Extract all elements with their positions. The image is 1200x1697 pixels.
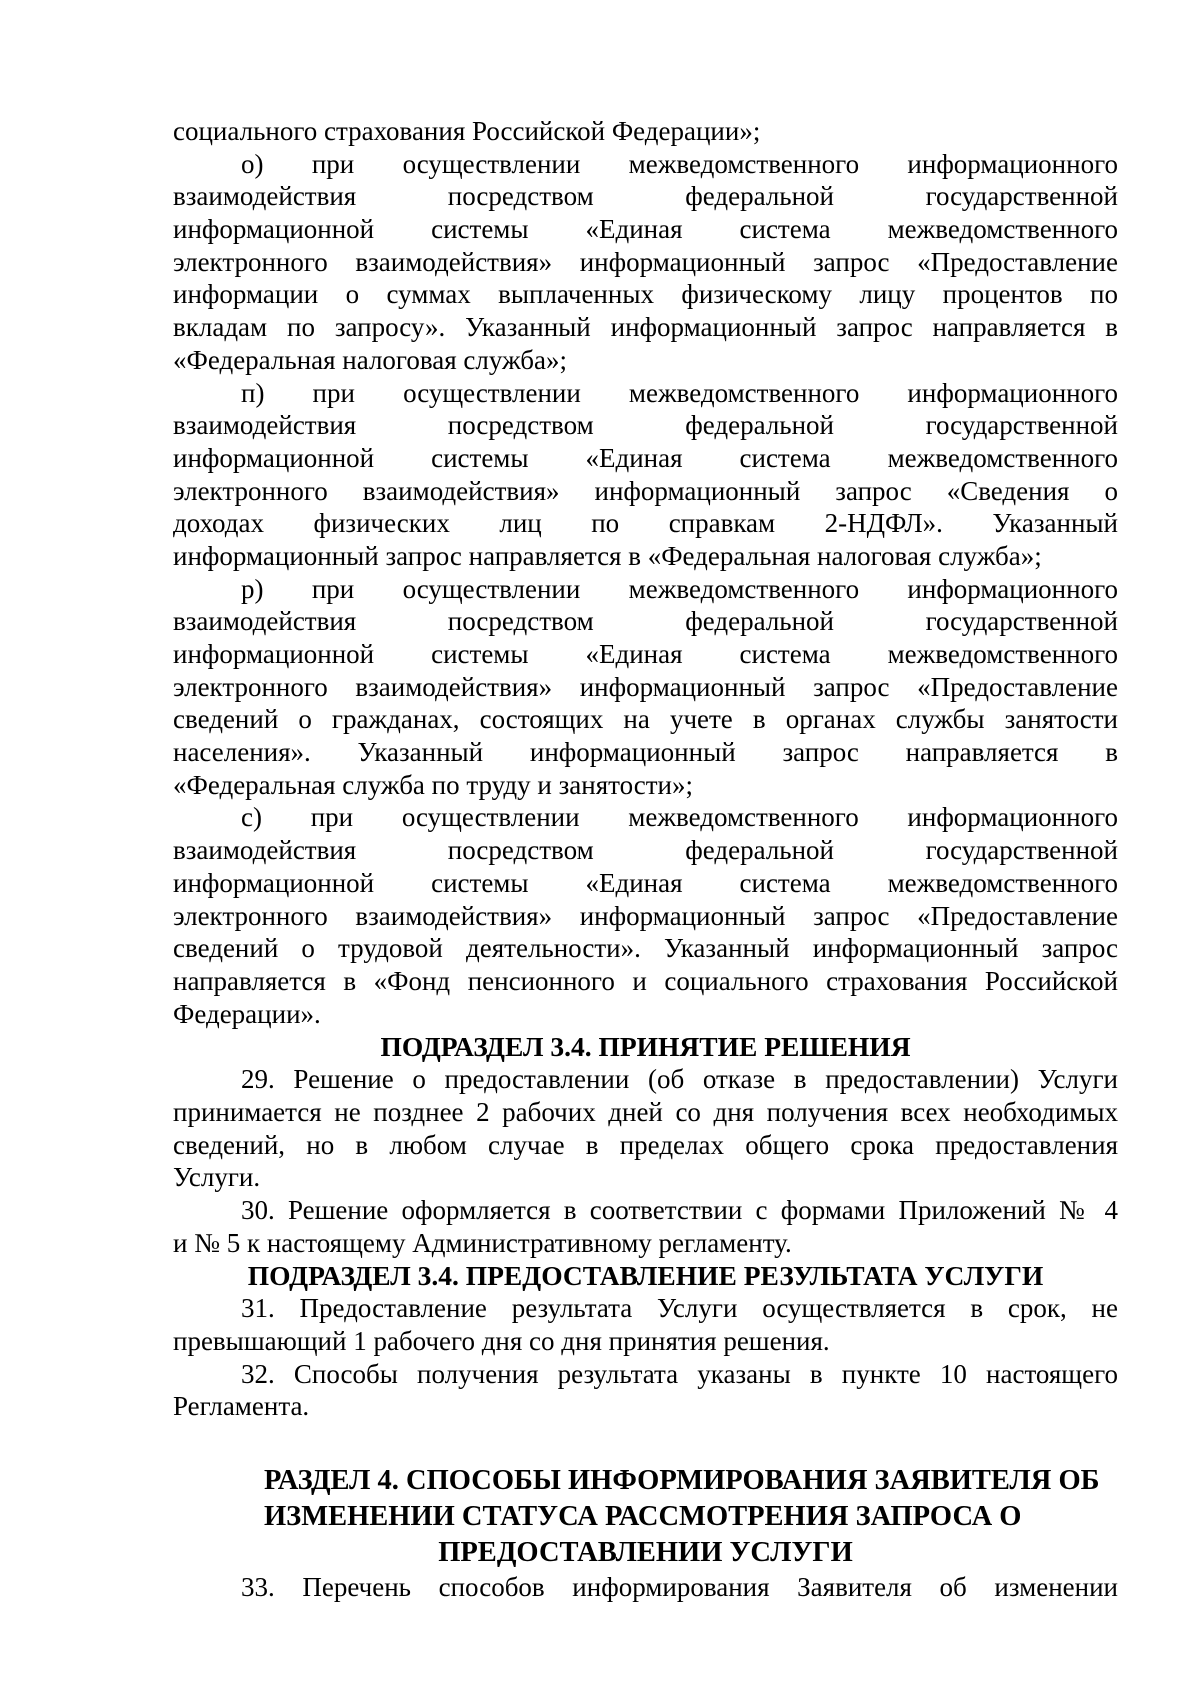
text-line: электронного взаимодействия» информационный запрос «Предоставление [173,671,1118,702]
text-line: 30. Решение оформляется в соответствии с формами Приложений № 4 [241,1195,1118,1225]
paragraph-item-s [173,801,1118,1030]
text-line: сведений о гражданах, состоящих на учете в органах службы занятости [173,704,1118,735]
text-line: информационной системы «Единая система межведомственного [173,639,1118,669]
text-line: 29. Решение о предоставлении (об отказе в предоставлении) Услуги [241,1064,1118,1095]
text-line: превышающий 1 рабочего дня со дня принятия решения. [173,1326,830,1357]
paragraph-item-o [173,148,1118,377]
section-title-line: ИЗМЕНЕНИИ СТАТУСА РАССМОТРЕНИЯ ЗАПРОСА О [264,1501,1022,1533]
text-line: о) при осуществлении межведомственного информационного [241,148,1118,179]
text-line: информационной системы «Единая система межведомственного [173,867,1118,898]
text-line: взаимодействия посредством федеральной государственной [173,606,1118,637]
text-line: 33. Перечень способов информирования Заявителя об изменении [241,1572,1118,1603]
text-line: взаимодействия посредством федеральной государственной [173,835,1118,866]
section-spacer [173,1423,1118,1463]
paragraph-31 [173,1292,1118,1357]
text-line: сведений, но в любом случае в пределах общего срока предоставления [173,1129,1118,1160]
text-line: вкладам по запросу». Указанный информационный запрос направляется в [173,312,1118,343]
text-line: населения». Указанный информационный запрос направляется в [173,737,1118,768]
paragraph-29 [173,1063,1118,1194]
text-line: с) при осуществлении межведомственного информационного [241,802,1118,833]
section-4-title [173,1463,1118,1571]
paragraph-item-p [173,377,1118,573]
text-line: 31. Предоставление результата Услуги осуществляется в срок, не [241,1293,1118,1324]
text-line: электронного взаимодействия» информационный запрос «Сведения о [173,475,1118,506]
text-line: Федерации». [173,998,321,1029]
text-line: информации о суммах выплаченных физическому лицу процентов по [173,279,1118,310]
text-line: социального страхования Российской Федерации»; [173,116,761,146]
paragraph-item-r [173,573,1118,802]
text-line: электронного взаимодействия» информационный запрос «Предоставление [173,900,1118,931]
section-title-line: РАЗДЕЛ 4. СПОСОБЫ ИНФОРМИРОВАНИЯ ЗАЯВИТЕЛЯ ОБ [264,1465,1100,1497]
text-line: информационной системы «Единая система межведомственного [173,442,1118,473]
document-page [173,115,1118,1604]
paragraph-tail [173,115,1118,148]
section-title-line: ПРЕДОСТАВЛЕНИИ УСЛУГИ [438,1537,853,1569]
paragraph-30 [173,1194,1118,1259]
text-line: 32. Способы получения результата указаны в пункте 10 настоящего [241,1358,1118,1389]
text-line: доходах физических лиц по справкам 2-НДФЛ». Указанный [173,508,1118,539]
text-line: сведений о трудовой деятельности». Указанный информационный запрос [173,933,1118,964]
text-line: направляется в «Фонд пенсионного и социального страхования Российской [173,965,1118,996]
subsection-title-decision: ПОДРАЗДЕЛ 3.4. ПРИНЯТИЕ РЕШЕНИЯ [380,1031,911,1063]
text-line: Услуги. [173,1162,261,1193]
text-line: принимается не позднее 2 рабочих дней со дня получения всех необходимых [173,1096,1118,1127]
text-line: взаимодействия посредством федеральной государственной [173,410,1118,441]
text-line: информационной системы «Единая система межведомственного [173,214,1118,245]
text-line: Регламента. [173,1391,310,1422]
subsection-title-result: ПОДРАЗДЕЛ 3.4. ПРЕДОСТАВЛЕНИЕ РЕЗУЛЬТАТА УСЛУГИ [247,1260,1044,1292]
text-line: электронного взаимодействия» информационный запрос «Предоставление [173,246,1118,277]
text-line: п) при осуществлении межведомственного информационного [241,377,1118,408]
text-line: р) при осуществлении межведомственного информационного [241,573,1118,604]
text-line: и № 5 к настоящему Административному регламенту. [173,1227,792,1258]
text-line: информационный запрос направляется в «Федеральная налоговая служба»; [173,540,1042,571]
text-line: «Федеральная служба по труду и занятости»; [173,769,693,800]
paragraph-33 [173,1571,1118,1604]
text-line: «Федеральная налоговая служба»; [173,344,568,375]
paragraph-32 [173,1358,1118,1423]
text-line: взаимодействия посредством федеральной государственной [173,181,1118,212]
